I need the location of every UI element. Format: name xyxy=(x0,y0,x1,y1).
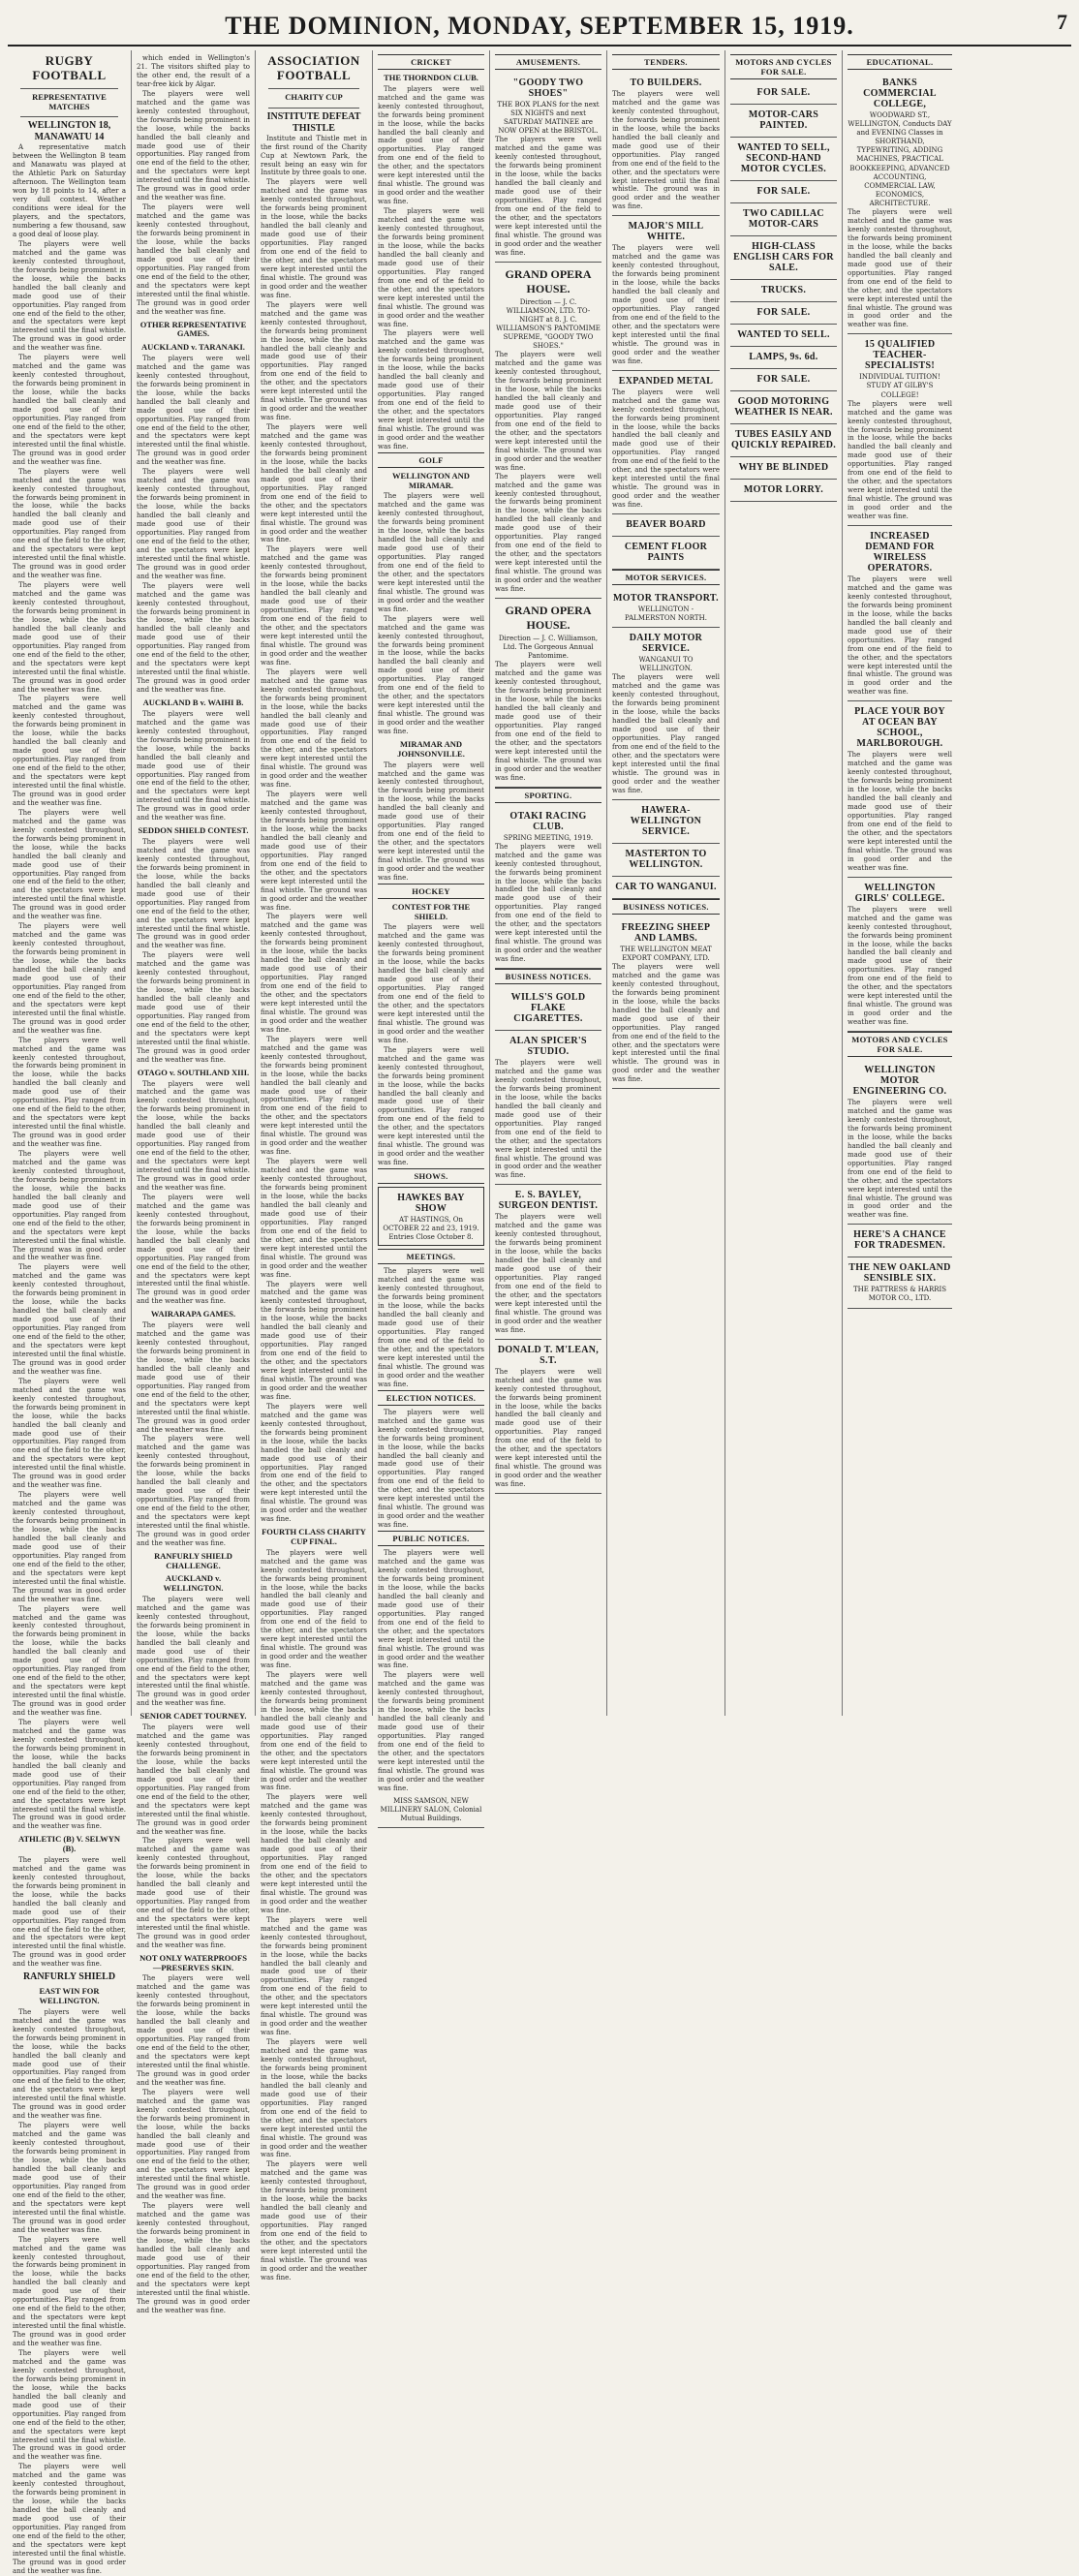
ad-body: THE BOX PLANS for the next SIX NIGHTS and next SATURDAY MATINEE are NOW OPEN at the BRISTOL. xyxy=(497,101,600,136)
ad-title: MOTOR TRANSPORT. xyxy=(613,593,719,605)
athletic-selwyn-heading: ATHLETIC (B) V. SELWYN (B). xyxy=(17,1834,121,1854)
article-paragraph: The players were well matched and the game was keenly contested throughout, the forwards being prominent in the loose, while the backs handled the ball cleanly and made good use of their opportunities. Play ranged from one end of the field to the other, and the spectators were kept interested until the final whistle. The ground was in good order and the weather was fine. xyxy=(261,1158,367,1279)
rugby-match-title: WELLINGTON 18, MANAWATU 14 xyxy=(27,120,111,143)
hockey-heading: HOCKEY xyxy=(378,884,484,899)
wairarapa-heading: WAIRARAPA GAMES. xyxy=(150,1309,236,1319)
wellington-miramar-heading: WELLINGTON AND MIRAMAR. xyxy=(392,470,470,490)
wireless-ad xyxy=(848,526,952,701)
ad-title: HERE'S A CHANCE FOR TRADESMEN. xyxy=(853,1229,946,1252)
other-games-heading: OTHER REPRESENTATIVE GAMES. xyxy=(139,319,247,339)
article-paragraph: The players were well matched and the game was keenly contested throughout, the forwards being prominent in the loose, while the backs handled the ball cleanly and made good use of their opportunities. Play ranged from one end of the field to the other, and the spectators were kept interested until the final whistle. The ground was in good order and the weather was fine. xyxy=(137,581,250,695)
motor-ad xyxy=(730,391,837,424)
ad-title: FOR SALE. xyxy=(756,307,811,318)
motor-ad xyxy=(730,280,837,302)
charity-cup-heading: CHARITY CUP xyxy=(285,91,343,102)
ranfurly-subheading: EAST WIN FOR WELLINGTON. xyxy=(39,1986,100,2006)
ad-title: TWO CADILLAC MOTOR-CARS xyxy=(743,208,824,230)
grand-opera-house-ad-2 xyxy=(495,599,601,788)
association-match-title: INSTITUTE DEFEAT THISTLE xyxy=(266,110,361,134)
millinery-ad-text: MISS SAMSON, NEW MILLINERY SALON, Colonial Mutual Buildings. xyxy=(380,1796,482,1822)
ad-body: The players were well matched and the game was keenly contested throughout, the forwards being prominent in the loose, while the backs handled the ball cleanly and made good use of their opportunities. Play ranged from one end of the field to the other, and the spectators were kept interested until the final whistle. The ground was in good order and the weather was fine. xyxy=(495,472,601,594)
ad-body: Direction — J. C. WILLIAMSON, LTD. TO-NIGHT at 8. J. C. WILLIAMSON'S PANTOMIME SUPREME, "GOODY TWO SHOES." xyxy=(496,297,601,351)
article-paragraph: The players were well matched and the game was keenly contested throughout, the forwards being prominent in the loose, while the backs handled the ball cleanly and made good use of their opportunities. Play ranged from one end of the field to the other, and the spectators were kept interested until the final whistle. The ground was in good order and the weather was fine. xyxy=(13,581,126,694)
ad-body: The players were well matched and the game was keenly contested throughout, the forwards being prominent in the loose, while the backs handled the ball cleanly and made good use of their opportunities. Play ranged from one end of the field to the other, and the spectators were kept interested until the final whistle. The ground was in good order and the weather was fine. xyxy=(495,661,601,782)
ad-title: HIGH-CLASS ENGLISH CARS FOR SALE. xyxy=(733,241,834,273)
motors-heading: MOTORS AND CYCLES FOR SALE. xyxy=(730,54,837,79)
auckland-waihi-article xyxy=(137,710,250,822)
article-paragraph: The players were well matched and the game was keenly contested throughout, the forwards being prominent in the loose, while the backs handled the ball cleanly and made good use of their opportunities. Play ranged from one end of the field to the other, and the spectators were kept interested until the final whistle. The ground was in good order and the weather was fine. xyxy=(137,1837,250,1949)
oakland-ad xyxy=(848,1257,952,1308)
ad-body: The players were well matched and the game was keenly contested throughout, the forwards being prominent in the loose, while the backs handled the ball cleanly and made good use of their opportunities. Play ranged from one end of the field to the other, and the spectators were kept interested until the final whistle. The ground was in good order and the weather was fine. xyxy=(495,136,601,257)
motor-ad xyxy=(730,325,837,347)
motor-ad xyxy=(730,369,837,391)
seddon-shield-heading: SEDDON SHIELD CONTEST. xyxy=(138,825,249,836)
ad-body: The players were well matched and the game was keenly contested throughout, the forwards being prominent in the loose, while the backs handled the ball cleanly and made good use of their opportunities. Play ranged from one end of the field to the other, and the spectators were kept interested until the final whistle. The ground was in good order and the weather was fine. xyxy=(848,399,952,521)
majors-mill-ad xyxy=(612,216,720,370)
expanded-metal-ad xyxy=(612,371,720,514)
banks-college-ad xyxy=(848,73,952,334)
article-paragraph: The players were well matched and the game was keenly contested throughout, the forwards being prominent in the loose, while the backs handled the ball cleanly and made good use of their opportunities. Play ranged from one end of the field to the other, and the spectators were kept interested until the final whistle. The ground was in good order and the weather was fine. xyxy=(378,207,484,328)
article-paragraph: The players were well matched and the game was keenly contested throughout, the forwards being prominent in the loose, while the backs handled the ball cleanly and made good use of their opportunities. Play ranged from one end of the field to the other, and the spectators were kept interested until the final whistle. The ground was in good order and the weather was fine. xyxy=(13,1263,126,1376)
ad-title: MOTOR-CARS PAINTED. xyxy=(748,109,819,131)
ad-body: SPRING MEETING, 1919. xyxy=(503,833,594,842)
floor-paints-ad xyxy=(612,537,720,570)
article-paragraph: The players were well matched and the game was keenly contested throughout, the forwards being prominent in the loose, while the backs handled the ball cleanly and made good use of their opportunities. Play ranged from one end of the field to the other, and the spectators were kept interested until the final whistle. The ground was in good order and the weather was fine. xyxy=(13,1604,126,1718)
masthead xyxy=(8,6,1071,47)
car-wanganui-ad xyxy=(612,877,720,899)
cadet-tourney-article xyxy=(137,1723,250,1950)
article-paragraph: The players were well matched and the game was keenly contested throughout, the forwards being prominent in the loose, while the backs handled the ball cleanly and made good use of their opportunities. Play ranged from one end of the field to the other, and the spectators were kept interested until the final whistle. The ground was in good order and the weather was fine. xyxy=(261,423,367,544)
ad-title: WANTED TO SELL. xyxy=(737,329,830,340)
ad-title: CEMENT FLOOR PAINTS xyxy=(624,542,708,564)
show-ad-body: AT HASTINGS, On OCTOBER 22 and 23, 1919. Entries Close October 8. xyxy=(383,1216,479,1242)
article-paragraph: The players were well matched and the game was keenly contested throughout, the forwards being prominent in the loose, while the backs handled the ball cleanly and made good use of their opportunities. Play ranged from one end of the field to the other, and the spectators were kept interested until the final whistle. The ground was in good order and the weather was fine. xyxy=(137,354,250,467)
athletic-article xyxy=(13,1856,126,1969)
ad-body: The players were well matched and the game was keenly contested throughout, the forwards being prominent in the loose, while the backs handled the ball cleanly and made good use of their opportunities. Play ranged from one end of the field to the other, and the spectators were kept interested until the final whistle. The ground was in good order and the weather was fine. xyxy=(848,1099,952,1220)
ad-title: TRUCKS. xyxy=(760,285,807,295)
golf-heading: GOLF xyxy=(378,452,484,468)
gilbys-college-ad xyxy=(848,334,952,526)
article-paragraph: The players were well matched and the game was keenly contested throughout, the forwards being prominent in the loose, while the backs handled the ball cleanly and made good use of their opportunities. Play ranged from one end of the field to the other, and the spectators were kept interested until the final whistle. The ground was in good order and the weather was fine. xyxy=(137,1595,250,1708)
seddon-shield-article xyxy=(137,838,250,1065)
ranfurly-challenge-heading: RANFURLY SHIELD CHALLENGE. xyxy=(154,1550,232,1570)
ad-subtitle: INDIVIDUAL TUITION! xyxy=(859,373,940,382)
wairarapa-article xyxy=(137,1321,250,1548)
motor-ad xyxy=(730,236,837,280)
ad-body: The players were well matched and the game was keenly contested throughout, the forwards being prominent in the loose, while the backs handled the ball cleanly and made good use of their opportunities. Play ranged from one end of the field to the other, and the spectators were kept interested until the final whistle. The ground was in good order and the weather was fine. xyxy=(495,1059,601,1180)
divider xyxy=(268,88,359,89)
motors-heading-2: MOTORS AND CYCLES FOR SALE. xyxy=(848,1032,952,1057)
ad-body: The players were well matched and the game was keenly contested throughout, the forwards being prominent in the loose, while the backs handled the ball cleanly and made good use of their opportunities. Play ranged from one end of the field to the other, and the spectators were kept interested until the final whistle. The ground was in good order and the weather was fine. xyxy=(495,1367,601,1489)
ad-title: ALAN SPICER'S STUDIO. xyxy=(509,1036,587,1058)
article-paragraph: The players were well matched and the game was keenly contested throughout, the forwards being prominent in the loose, while the backs handled the ball cleanly and made good use of their opportunities. Play ranged from one end of the field to the other, and the spectators were kept interested until the final whistle. The ground was in good order and the weather was fine. xyxy=(137,89,250,202)
motor-ad xyxy=(730,347,837,369)
article-paragraph: The players were well matched and the game was keenly contested throughout, the forwards being prominent in the loose, while the backs handled the ball cleanly and made good use of their opportunities. Play ranged from one end of the field to the other, and the spectators were kept interested until the final whistle. The ground was in good order and the weather was fine. xyxy=(378,492,484,613)
divider xyxy=(20,116,118,117)
article-paragraph: The players were well matched and the game was keenly contested throughout, the forwards being prominent in the loose, while the backs handled the ball cleanly and made good use of their opportunities. Play ranged from one end of the field to the other, and the spectators were kept interested until the final whistle. The ground was in good order and the weather was fine. xyxy=(13,695,126,807)
article-paragraph: Institute and Thistle met in the first round of the Charity Cup at Newtown Park, the result being an easy win for Institute by three goals to one. xyxy=(261,134,367,177)
masterton-service-ad xyxy=(612,844,720,877)
auckland-taranaki-heading: AUCKLAND v. TARANAKI. xyxy=(141,342,245,353)
public-notices-body xyxy=(378,1549,484,1793)
otago-southland-article xyxy=(137,1080,250,1307)
thorndon-club-heading: THE THORNDON CLUB. xyxy=(384,73,478,82)
article-paragraph: The players were well matched and the game was keenly contested throughout, the forwards being prominent in the loose, while the backs handled the ball cleanly and made good use of their opportunities. Play ranged from one end of the field to the other, and the spectators were kept interested until the final whistle. The ground was in good order and the weather was fine. xyxy=(137,1435,250,1547)
auckland-taranaki-article xyxy=(137,355,250,695)
rugby-article xyxy=(13,143,126,1831)
ad-body: WOODWARD ST., WELLINGTON, Conducts DAY and EVENING Classes in SHORTHAND, TYPEWRITING, ADDING MACHINES, PRACTICAL BOOKKEEPING, ADVANCED ACCOUNTING, COMMERCIAL LAW, ECONOMICS, ARCHITECTURE. xyxy=(848,111,952,207)
article-paragraph: The players were well matched and the game was keenly contested throughout, the forwards being prominent in the loose, while the backs handled the ball cleanly and made good use of their opportunities. Play ranged from one end of the field to the other, and the spectators were kept interested until the final whistle. The ground was in good order and the weather was fine. xyxy=(137,468,250,580)
ocean-bay-ad xyxy=(848,701,952,877)
article-paragraph: The players were well matched and the game was keenly contested throughout, the forwards being prominent in the loose, while the backs handled the ball cleanly and made good use of their opportunities. Play ranged from one end of the field to the other, and the spectators were kept interested until the final whistle. The ground was in good order and the weather was fine. xyxy=(13,1377,126,1490)
cricket-article xyxy=(378,85,484,451)
article-paragraph: The players were well matched and the game was keenly contested throughout, the forwards being prominent in the loose, while the backs handled the ball cleanly and made good use of their opportunities. Play ranged from one end of the field to the other, and the spectators were kept interested until the final whistle. The ground was in good order and the weather was fine. xyxy=(13,1036,126,1149)
article-paragraph: The players were well matched and the game was keenly contested throughout, the forwards being prominent in the loose, while the backs handled the ball cleanly and made good use of their opportunities. Play ranged from one end of the field to the other, and the spectators were kept interested until the final whistle. The ground was in good order and the weather was fine. xyxy=(261,1793,367,1914)
article-paragraph: The players were well matched and the game was keenly contested throughout, the forwards being prominent in the loose, while the backs handled the ball cleanly and made good use of their opportunities. Play ranged from one end of the field to the other, and the spectators were kept interested until the final whistle. The ground was in good order and the weather was fine. xyxy=(378,923,484,1044)
ad-title: PLACE YOUR BOY AT OCEAN BAY SCHOOL, MARLBOROUGH. xyxy=(854,706,945,750)
article-paragraph: The players were well matched and the game was keenly contested throughout, the forwards being prominent in the loose, while the backs handled the ball cleanly and made good use of their opportunities. Play ranged from one end of the field to the other, and the spectators were kept interested until the final whistle. The ground was in good order and the weather was fine. xyxy=(261,545,367,667)
ranfurly-heading: RANFURLY SHIELD xyxy=(22,1971,116,1983)
article-paragraph: The players were well matched and the game was keenly contested throughout, the forwards being prominent in the loose, while the backs handled the ball cleanly and made good use of their opportunities. Play ranged from one end of the field to the other, and the spectators were kept interested until the final whistle. The ground was in good order and the weather was fine. xyxy=(13,922,126,1035)
column-tenders xyxy=(607,50,725,1716)
column-rugby-continued xyxy=(132,50,256,2314)
columns xyxy=(8,50,1071,2575)
rugby-heading: RUGBY FOOTBALL xyxy=(32,53,107,82)
article-paragraph: The players were well matched and the game was keenly contested throughout, the forwards being prominent in the loose, while the backs handled the ball cleanly and made good use of their opportunities. Play ranged from one end of the field to the other, and the spectators were kept interested until the final whistle. The ground was in good order and the weather was fine. xyxy=(13,1718,126,1831)
article-paragraph: The players were well matched and the game was keenly contested throughout, the forwards being prominent in the loose, while the backs handled the ball cleanly and made good use of their opportunities. Play ranged from one end of the field to the other, and the spectators were kept interested until the final whistle. The ground was in good order and the weather was fine. xyxy=(261,300,367,422)
ad-body: The players were well matched and the game was keenly contested throughout, the forwards being prominent in the loose, while the backs handled the ball cleanly and made good use of their opportunities. Play ranged from one end of the field to the other, and the spectators were kept interested until the final whistle. The ground was in good order and the weather was fine. xyxy=(495,1213,601,1334)
show-ad-title: HAWKES BAY SHOW xyxy=(397,1193,465,1215)
ad-title: WHY BE BLINDED xyxy=(738,462,829,473)
ad-title: E. S. BAYLEY, SURGEON DENTIST. xyxy=(498,1190,599,1212)
article-paragraph: The players were well matched and the game was keenly contested throughout, the forwards being prominent in the loose, while the backs handled the ball cleanly and made good use of their opportunities. Play ranged from one end of the field to the other, and the spectators were kept interested until the final whistle. The ground was in good order and the weather was fine. xyxy=(378,1671,484,1792)
article-paragraph: which ended in Wellington's 21. The visitors shifted play to the other end, the result of a tear-free kick by Algar. xyxy=(137,54,250,88)
article-paragraph: The players were well matched and the game was keenly contested throughout, the forwards being prominent in the loose, while the backs handled the ball cleanly and made good use of their opportunities. Play ranged from one end of the field to the other, and the spectators were kept interested until the final whistle. The ground was in good order and the weather was fine. xyxy=(261,1035,367,1157)
ad-title: CAR TO WANGANUI. xyxy=(615,881,717,892)
girls-college-ad xyxy=(848,878,952,1032)
tradesmen-ad xyxy=(848,1225,952,1257)
auckland-waihi-heading: AUCKLAND B v. WAIHI B. xyxy=(142,698,244,708)
ad-title: THE NEW OAKLAND SENSIBLE SIX. xyxy=(848,1262,951,1285)
shield-contest-heading: CONTEST FOR THE SHIELD. xyxy=(391,901,471,921)
article-paragraph: The players were well matched and the game was keenly contested throughout, the forwards being prominent in the loose, while the backs handled the ball cleanly and made good use of their opportunities. Play ranged from one end of the field to the other, and the spectators were kept interested until the final whistle. The ground was in good order and the weather was fine. xyxy=(261,913,367,1034)
article-paragraph: The players were well matched and the game was keenly contested throughout, the forwards being prominent in the loose, while the backs handled the ball cleanly and made good use of their opportunities. Play ranged from one end of the field to the other, and the spectators were kept interested until the final whistle. The ground was in good order and the weather was fine. xyxy=(261,2038,367,2159)
divider xyxy=(20,88,118,89)
shows-heading: SHOWS. xyxy=(378,1168,484,1184)
ad-subtitle: THE PATTRESS & HARRIS MOTOR CO., LTD. xyxy=(852,1286,947,1303)
ad-body: The players were well matched and the game was keenly contested throughout, the forwards being prominent in the loose, while the backs handled the ball cleanly and made good use of their opportunities. Play ranged from one end of the field to the other, and the spectators were kept interested until the final whistle. The ground was in good order and the weather was fine. xyxy=(612,962,720,1084)
ad-subtitle: THE WELLINGTON MEAT EXPORT COMPANY, LTD. xyxy=(620,945,712,962)
hawkes-bay-show-ad xyxy=(378,1187,484,1246)
ad-body: The players were well matched and the game was keenly contested throughout, the forwards being prominent in the loose, while the backs handled the ball cleanly and made good use of their opportunities. Play ranged from one end of the field to the other, and the spectators were kept interested until the final whistle. The ground was in good order and the weather was fine. xyxy=(848,575,952,697)
golf-article xyxy=(378,492,484,736)
ad-subtitle: WELLINGTON - PALMERSTON NORTH. xyxy=(625,605,707,623)
motor-ad xyxy=(730,480,837,502)
article-paragraph: The players were well matched and the game was keenly contested throughout, the forwards being prominent in the loose, while the backs handled the ball cleanly and made good use of their opportunities. Play ranged from one end of the field to the other, and the spectators were kept interested until the final whistle. The ground was in good order and the weather was fine. xyxy=(13,2122,126,2234)
article-paragraph: The players were well matched and the game was keenly contested throughout, the forwards being prominent in the loose, while the backs handled the ball cleanly and made good use of their opportunities. Play ranged from one end of the field to the other, and the spectators were kept interested until the final whistle. The ground was in good order and the weather was fine. xyxy=(13,2007,126,2121)
daily-motor-ad xyxy=(612,628,720,800)
auckland-wellington-heading: AUCKLAND v. WELLINGTON. xyxy=(163,1573,224,1594)
column-educational xyxy=(843,50,957,1716)
meetings-heading: MEETINGS. xyxy=(378,1249,484,1264)
motor-ad xyxy=(730,82,837,105)
fourth-class-article xyxy=(261,1549,367,2282)
otago-southland-heading: OTAGO v. SOUTHLAND XIII. xyxy=(137,1067,250,1077)
article-paragraph: The players were well matched and the game was keenly contested throughout, the forwards being prominent in the loose, while the backs handled the ball cleanly and made good use of their opportunities. Play ranged from one end of the field to the other, and the spectators were kept interested until the final whistle. The ground was in good order and the weather was fine. xyxy=(261,2160,367,2281)
ad-body: The players were well matched and the game was keenly contested throughout, the forwards being prominent in the loose, while the backs handled the ball cleanly and made good use of their opportunities. Play ranged from one end of the field to the other, and the spectators were kept interested until the final whistle. The ground was in good order and the weather was fine. xyxy=(612,673,720,794)
ad-subtitle: STUDY AT GILBY'S COLLEGE! xyxy=(866,382,934,399)
article-paragraph: The players were well matched and the game was keenly contested throughout, the forwards being prominent in the loose, while the backs handled the ball cleanly and made good use of their opportunities. Play ranged from one end of the field to the other, and the spectators were kept interested until the final whistle. The ground was in good order and the weather was fine. xyxy=(137,837,250,950)
ad-title: INCREASED DEMAND FOR WIRELESS OPERATORS. xyxy=(865,531,935,574)
spicer-studio-ad xyxy=(495,1031,601,1185)
ad-subtitle: WANGANUI TO WELLINGTON. xyxy=(638,656,694,673)
mclean-ad xyxy=(495,1340,601,1494)
freezing-ad xyxy=(612,917,720,1090)
article-paragraph: The players were well matched and the game was keenly contested throughout, the forwards being prominent in the loose, while the backs handled the ball cleanly and made good use of their opportunities. Play ranged from one end of the field to the other, and the spectators were kept interested until the final whistle. The ground was in good order and the weather was fine. xyxy=(378,1045,484,1167)
ad-title: OTAKI RACING CLUB. xyxy=(509,810,587,832)
ad-title: "GOODY TWO SHOES" xyxy=(512,78,584,99)
ad-title: EXPANDED METAL xyxy=(618,375,714,387)
association-heading: ASSOCIATION FOOTBALL xyxy=(267,53,360,82)
ad-title: FREEZING SHEEP AND LAMBS. xyxy=(621,921,711,944)
ranfurly-article xyxy=(13,2008,126,2576)
article-paragraph: The players were well matched and the game was keenly contested throughout, the forwards being prominent in the loose, while the backs handled the ball cleanly and made good use of their opportunities. Play ranged from one end of the field to the other, and the spectators were kept interested until the final whistle. The ground was in good order and the weather was fine. xyxy=(137,1723,250,1836)
article-paragraph: The players were well matched and the game was keenly contested throughout, the forwards being prominent in the loose, while the backs handled the ball cleanly and made good use of their opportunities. Play ranged from one end of the field to the other, and the spectators were kept interested until the final whistle. The ground was in good order and the weather was fine. xyxy=(13,1150,126,1262)
public-notices-heading: PUBLIC NOTICES. xyxy=(378,1531,484,1546)
election-notices-body xyxy=(378,1409,484,1530)
article-paragraph: The players were well matched and the game was keenly contested throughout, the forwards being prominent in the loose, while the backs handled the ball cleanly and made good use of their opportunities. Play ranged from one end of the field to the other, and the spectators were kept interested until the final whistle. The ground was in good order and the weather was fine. xyxy=(378,614,484,736)
tenders-heading: TENDERS. xyxy=(612,54,720,70)
article-paragraph: The players were well matched and the game was keenly contested throughout, the forwards being prominent in the loose, while the backs handled the ball cleanly and made good use of their opportunities. Play ranged from one end of the field to the other, and the spectators were kept interested until the final whistle. The ground was in good order and the weather was fine. xyxy=(261,791,367,912)
column-motors xyxy=(725,50,843,1716)
divider xyxy=(268,108,359,109)
grand-opera-house-ad xyxy=(495,263,601,599)
ad-title: FOR SALE. xyxy=(756,87,811,98)
ad-body: The players were well matched and the game was keenly contested throughout, the forwards being prominent in the loose, while the backs handled the ball cleanly and made good use of their opportunities. Play ranged from one end of the field to the other, and the spectators were kept interested until the final whistle. The ground was in good order and the weather was fine. xyxy=(612,244,720,365)
article-paragraph: The players were well matched and the game was keenly contested throughout, the forwards being prominent in the loose, while the backs handled the ball cleanly and made good use of their opportunities. Play ranged from one end of the field to the other, and the spectators were kept interested until the final whistle. The ground was in good order and the weather was fine. xyxy=(137,203,250,316)
business-notices-heading: BUSINESS NOTICES. xyxy=(495,969,601,984)
motor-ad xyxy=(730,138,837,181)
fourth-class-heading: FOURTH CLASS CHARITY CUP FINAL. xyxy=(262,1527,366,1546)
article-paragraph: The players were well matched and the game was keenly contested throughout, the forwards being prominent in the loose, while the backs handled the ball cleanly and made good use of their opportunities. Play ranged from one end of the field to the other, and the spectators were kept interested until the final whistle. The ground was in good order and the weather was fine. xyxy=(378,760,484,882)
cadet-tourney-heading: SENIOR CADET TOURNEY. xyxy=(139,1711,247,1722)
goody-two-shoes-ad xyxy=(495,73,601,263)
ad-body: The players were well matched and the game was keenly contested throughout, the forwards being prominent in the loose, while the backs handled the ball cleanly and made good use of their opportunities. Play ranged from one end of the field to the other, and the spectators were kept interested until the final whistle. The ground was in good order and the weather was fine. xyxy=(612,90,720,211)
motor-ad xyxy=(730,203,837,236)
article-paragraph: The players were well matched and the game was keenly contested throughout, the forwards being prominent in the loose, while the backs handled the ball cleanly and made good use of their opportunities. Play ranged from one end of the field to the other, and the spectators were kept interested until the final whistle. The ground was in good order and the weather was fine. xyxy=(137,1321,250,1434)
election-notices-heading: ELECTION NOTICES. xyxy=(378,1390,484,1406)
ad-title: MOTOR LORRY. xyxy=(743,484,824,495)
sporting-heading: SPORTING. xyxy=(495,788,601,803)
article-paragraph: The players were well matched and the game was keenly contested throughout, the forwards being prominent in the loose, while the backs handled the ball cleanly and made good use of their opportunities. Play ranged from one end of the field to the other, and the spectators were kept interested until the final whistle. The ground was in good order and the weather was fine. xyxy=(378,1549,484,1670)
article-paragraph: The players were well matched and the game was keenly contested throughout, the forwards being prominent in the loose, while the backs handled the ball cleanly and made good use of their opportunities. Play ranged from one end of the field to the other, and the spectators were kept interested until the final whistle. The ground was in good order and the weather was fine. xyxy=(261,667,367,790)
ad-title: DONALD T. M'LEAN, S.T. xyxy=(497,1344,600,1366)
article-paragraph: The players were well matched and the game was keenly contested throughout, the forwards being prominent in the loose, while the backs handled the ball cleanly and made good use of their opportunities. Play ranged from one end of the field to the other, and the spectators were kept interested until the final whistle. The ground was in good order and the weather was fine. xyxy=(13,2463,126,2575)
wills-cigarettes-ad xyxy=(495,987,601,1031)
association-article xyxy=(261,135,367,1525)
article-paragraph: The players were well matched and the game was keenly contested throughout, the forwards being prominent in the loose, while the backs handled the ball cleanly and made good use of their opportunities. Play ranged from one end of the field to the other, and the spectators were kept interested until the final whistle. The ground was in good order and the weather was fine. xyxy=(261,1280,367,1401)
article-paragraph: The players were well matched and the game was keenly contested throughout, the forwards being prominent in the loose, while the backs handled the ball cleanly and made good use of their opportunities. Play ranged from one end of the field to the other, and the spectators were kept interested until the final whistle. The ground was in good order and the weather was fine. xyxy=(378,1408,484,1530)
miramar-article xyxy=(378,761,484,883)
tenders-ad xyxy=(612,73,720,216)
beaver-board-ad xyxy=(612,514,720,537)
column-association-football xyxy=(256,50,373,2281)
article-paragraph: The players were well matched and the game was keenly contested throughout, the forwards being prominent in the loose, while the backs handled the ball cleanly and made good use of their opportunities. Play ranged from one end of the field to the other, and the spectators were kept interested until the final whistle. The ground was in good order and the weather was fine. xyxy=(13,808,126,921)
ad-body: The players were well matched and the game was keenly contested throughout, the forwards being prominent in the loose, while the backs handled the ball cleanly and made good use of their opportunities. Play ranged from one end of the field to the other, and the spectators were kept interested until the final whistle. The ground was in good order and the weather was fine. xyxy=(495,842,601,964)
amusements-heading: AMUSEMENTS. xyxy=(495,54,601,70)
newspaper-page xyxy=(8,6,1071,2575)
ad-title: WELLINGTON MOTOR ENGINEERING CO. xyxy=(852,1065,947,1098)
business-notices-heading-2: BUSINESS NOTICES. xyxy=(612,899,720,915)
ad-body: The players were well matched and the game was keenly contested throughout, the forwards being prominent in the loose, while the backs handled the ball cleanly and made good use of their opportunities. Play ranged from one end of the field to the other, and the spectators were kept interested until the final whistle. The ground was in good order and the weather was fine. xyxy=(612,388,720,510)
article-paragraph: A representative match between the Wellington B team and Manawatu was played at the Athletic Park on Saturday afternoon. The Wellington team won by 18 points to 14, after a very dull contest. Weather conditions were ideal for the players, and the spectators, numbering a few thousand, saw a good deal of loose play. xyxy=(13,143,126,238)
article-paragraph: The players were well matched and the game was keenly contested throughout, the forwards being prominent in the loose, while the backs handled the ball cleanly and made good use of their opportunities. Play ranged from one end of the field to the other, and the spectators were kept interested until the final whistle. The ground was in good order and the weather was fine. xyxy=(137,951,250,1064)
article-paragraph: The players were well matched and the game was keenly contested throughout, the forwards being prominent in the loose, while the backs handled the ball cleanly and made good use of their opportunities. Play ranged from one end of the field to the other, and the spectators were kept interested until the final whistle. The ground was in good order and the weather was fine. xyxy=(13,2348,126,2462)
article-paragraph: The players were well matched and the game was keenly contested throughout, the forwards being prominent in the loose, while the backs handled the ball cleanly and made good use of their opportunities. Play ranged from one end of the field to the other, and the spectators were kept interested until the final whistle. The ground was in good order and the weather was fine. xyxy=(137,709,250,822)
article-paragraph: The players were well matched and the game was keenly contested throughout, the forwards being prominent in the loose, while the backs handled the ball cleanly and made good use of their opportunities. Play ranged from one end of the field to the other, and the spectators were kept interested until the final whistle. The ground was in good order and the weather was fine. xyxy=(261,1548,367,1670)
article-paragraph: The players were well matched and the game was keenly contested throughout, the forwards being prominent in the loose, while the backs handled the ball cleanly and made good use of their opportunities. Play ranged from one end of the field to the other, and the spectators were kept interested until the final whistle. The ground was in good order and the weather was fine. xyxy=(13,354,126,466)
miramar-johnsonville-heading: MIRAMAR AND JOHNSONVILLE. xyxy=(397,739,465,759)
article-paragraph: The players were well matched and the game was keenly contested throughout, the forwards being prominent in the loose, while the backs handled the ball cleanly and made good use of their opportunities. Play ranged from one end of the field to the other, and the spectators were kept interested until the final whistle. The ground was in good order and the weather was fine. xyxy=(137,1193,250,1306)
ad-title: WELLINGTON GIRLS' COLLEGE. xyxy=(854,882,945,904)
ad-title: WANTED TO SELL, SECOND-HAND MOTOR CYCLES. xyxy=(737,142,830,174)
masthead-title: THE DOMINION, MONDAY, SEPTEMBER 15, 1919. xyxy=(225,12,854,40)
page-number: 7 xyxy=(1057,10,1067,34)
article-paragraph: The players were well matched and the game was keenly contested throughout, the forwards being prominent in the loose, while the backs handled the ball cleanly and made good use of their opportunities. Play ranged from one end of the field to the other, and the spectators were kept interested until the final whistle. The ground was in good order and the weather was fine. xyxy=(378,84,484,206)
article-paragraph: The players were well matched and the game was keenly contested throughout, the forwards being prominent in the loose, while the backs handled the ball cleanly and made good use of their opportunities. Play ranged from one end of the field to the other, and the spectators were kept interested until the final whistle. The ground was in good order and the weather was fine. xyxy=(13,1855,126,1969)
article-paragraph: The players were well matched and the game was keenly contested throughout, the forwards being prominent in the loose, while the backs handled the ball cleanly and made good use of their opportunities. Play ranged from one end of the field to the other, and the spectators were kept interested until the final whistle. The ground was in good order and the weather was fine. xyxy=(261,1402,367,1524)
millinery-ad xyxy=(378,1794,484,1828)
motor-ad xyxy=(730,457,837,480)
rugby-continued-article xyxy=(137,54,250,317)
article-paragraph: The players were well matched and the game was keenly contested throughout, the forwards being prominent in the loose, while the backs handled the ball cleanly and made good use of their opportunities. Play ranged from one end of the field to the other, and the spectators were kept interested until the final whistle. The ground was in good order and the weather was fine. xyxy=(137,2202,250,2314)
ad-title: FOR SALE. xyxy=(756,186,811,197)
ad-title: TO BUILDERS. xyxy=(630,78,702,88)
ad-body: The players were well matched and the game was keenly contested throughout, the forwards being prominent in the loose, while the backs handled the ball cleanly and made good use of their opportunities. Play ranged from one end of the field to the other, and the spectators were kept interested until the final whistle. The ground was in good order and the weather was fine. xyxy=(848,208,952,329)
ad-title: FOR SALE. xyxy=(756,374,811,385)
article-paragraph: The players were well matched and the game was keenly contested throughout, the forwards being prominent in the loose, while the backs handled the ball cleanly and made good use of their opportunities. Play ranged from one end of the field to the other, and the spectators were kept interested until the final whistle. The ground was in good order and the weather was fine. xyxy=(13,2235,126,2348)
auckland-wellington-article xyxy=(137,1596,250,1708)
article-paragraph: The players were well matched and the game was keenly contested throughout, the forwards being prominent in the loose, while the backs handled the ball cleanly and made good use of their opportunities. Play ranged from one end of the field to the other, and the spectators were kept interested until the final whistle. The ground was in good order and the weather was fine. xyxy=(13,467,126,580)
ad-title: GRAND OPERA HOUSE. xyxy=(505,603,592,632)
article-paragraph: The players were well matched and the game was keenly contested throughout, the forwards being prominent in the loose, while the backs handled the ball cleanly and made good use of their opportunities. Play ranged from one end of the field to the other, and the spectators were kept interested until the final whistle. The ground was in good order and the weather was fine. xyxy=(261,1915,367,2037)
ad-title: MASTERTON TO WELLINGTON. xyxy=(625,848,707,870)
ad-title: HAWERA-WELLINGTON SERVICE. xyxy=(630,804,702,837)
motor-services-heading: MOTOR SERVICES. xyxy=(612,570,720,585)
column-rugby xyxy=(8,50,132,2575)
article-paragraph: The players were well matched and the game was keenly contested throughout, the forwards being prominent in the loose, while the backs handled the ball cleanly and made good use of their opportunities. Play ranged from one end of the field to the other, and the spectators were kept interested until the final whistle. The ground was in good order and the weather was fine. xyxy=(378,1267,484,1388)
article-paragraph: The players were well matched and the game was keenly contested throughout, the forwards being prominent in the loose, while the backs handled the ball cleanly and made good use of their opportunities. Play ranged from one end of the field to the other, and the spectators were kept interested until the final whistle. The ground was in good order and the weather was fine. xyxy=(378,329,484,450)
ad-title: 15 QUALIFIED TEACHER-SPECIALISTS! xyxy=(864,339,936,372)
article-paragraph: The players were well matched and the game was keenly contested throughout, the forwards being prominent in the loose, while the backs handled the ball cleanly and made good use of their opportunities. Play ranged from one end of the field to the other, and the spectators were kept interested until the final whistle. The ground was in good order and the weather was fine. xyxy=(137,1079,250,1192)
waterproofs-ad-body xyxy=(137,1974,250,2314)
motor-transport-ad xyxy=(612,588,720,628)
ad-body: The players were well matched and the game was keenly contested throughout, the forwards being prominent in the loose, while the backs handled the ball cleanly and made good use of their opportunities. Play ranged from one end of the field to the other, and the spectators were kept interested until the final whistle. The ground was in good order and the weather was fine. xyxy=(495,351,601,472)
motor-ad xyxy=(730,105,837,138)
hawera-service-ad xyxy=(612,800,720,844)
hockey-article xyxy=(378,923,484,1167)
motor-ad xyxy=(730,302,837,325)
ad-body: Direction — J. C. Williamson, Ltd. The Gorgeous Annual Pantomime. xyxy=(498,634,599,661)
ad-title: WILLS'S GOLD FLAKE CIGARETTES. xyxy=(510,992,586,1025)
motor-ad xyxy=(730,424,837,457)
article-paragraph: The players were well matched and the game was keenly contested throughout, the forwards being prominent in the loose, while the backs handled the ball cleanly and made good use of their opportunities. Play ranged from one end of the field to the other, and the spectators were kept interested until the final whistle. The ground was in good order and the weather was fine. xyxy=(261,178,367,299)
ad-title: BANKS COMMERCIAL COLLEGE, xyxy=(863,78,937,109)
rugby-subheading: REPRESENTATIVE MATCHES xyxy=(32,91,107,111)
ad-body: The players were well matched and the game was keenly contested throughout, the forwards being prominent in the loose, while the backs handled the ball cleanly and made good use of their opportunities. Play ranged from one end of the field to the other, and the spectators were kept interested until the final whistle. The ground was in good order and the weather was fine. xyxy=(848,905,952,1027)
ad-title: MAJOR'S MILL WHITE. xyxy=(628,221,704,243)
engineering-ad xyxy=(848,1060,952,1225)
ad-title: TUBES EASILY AND QUICKLY REPAIRED. xyxy=(730,429,837,450)
ad-title: BEAVER BOARD xyxy=(626,519,706,531)
column-amusements xyxy=(490,50,607,1716)
meetings-body xyxy=(378,1267,484,1388)
ad-body: The players were well matched and the game was keenly contested throughout, the forwards being prominent in the loose, while the backs handled the ball cleanly and made good use of their opportunities. Play ranged from one end of the field to the other, and the spectators were kept interested until the final whistle. The ground was in good order and the weather was fine. xyxy=(848,751,952,872)
article-paragraph: The players were well matched and the game was keenly contested throughout, the forwards being prominent in the loose, while the backs handled the ball cleanly and made good use of their opportunities. Play ranged from one end of the field to the other, and the spectators were kept interested until the final whistle. The ground was in good order and the weather was fine. xyxy=(13,1491,126,1603)
waterproofs-ad-heading: NOT ONLY WATERPROOFS—PRESERVES SKIN. xyxy=(139,1952,247,1972)
motor-ad xyxy=(730,181,837,203)
otaki-racing-ad xyxy=(495,806,601,969)
article-paragraph: The players were well matched and the game was keenly contested throughout, the forwards being prominent in the loose, while the backs handled the ball cleanly and made good use of their opportunities. Play ranged from one end of the field to the other, and the spectators were kept interested until the final whistle. The ground was in good order and the weather was fine. xyxy=(261,1671,367,1792)
article-paragraph: The players were well matched and the game was keenly contested throughout, the forwards being prominent in the loose, while the backs handled the ball cleanly and made good use of their opportunities. Play ranged from one end of the field to the other, and the spectators were kept interested until the final whistle. The ground was in good order and the weather was fine. xyxy=(137,2088,250,2201)
column-cricket-golf xyxy=(373,50,490,1822)
ad-title: LAMPS, 9s. 6d. xyxy=(749,352,818,362)
ad-title: GOOD MOTORING WEATHER IS NEAR. xyxy=(734,396,833,418)
dentist-ad xyxy=(495,1185,601,1339)
cricket-heading: CRICKET xyxy=(378,54,484,70)
ad-title: GRAND OPERA HOUSE. xyxy=(505,266,592,295)
article-paragraph: The players were well matched and the game was keenly contested throughout, the forwards being prominent in the loose, while the backs handled the ball cleanly and made good use of their opportunities. Play ranged from one end of the field to the other, and the spectators were kept interested until the final whistle. The ground was in good order and the weather was fine. xyxy=(13,239,126,353)
article-paragraph: The players were well matched and the game was keenly contested throughout, the forwards being prominent in the loose, while the backs handled the ball cleanly and made good use of their opportunities. Play ranged from one end of the field to the other, and the spectators were kept interested until the final whistle. The ground was in good order and the weather was fine. xyxy=(137,1974,250,2087)
ad-title: DAILY MOTOR SERVICE. xyxy=(629,633,703,655)
educational-heading: EDUCATIONAL. xyxy=(848,54,952,70)
